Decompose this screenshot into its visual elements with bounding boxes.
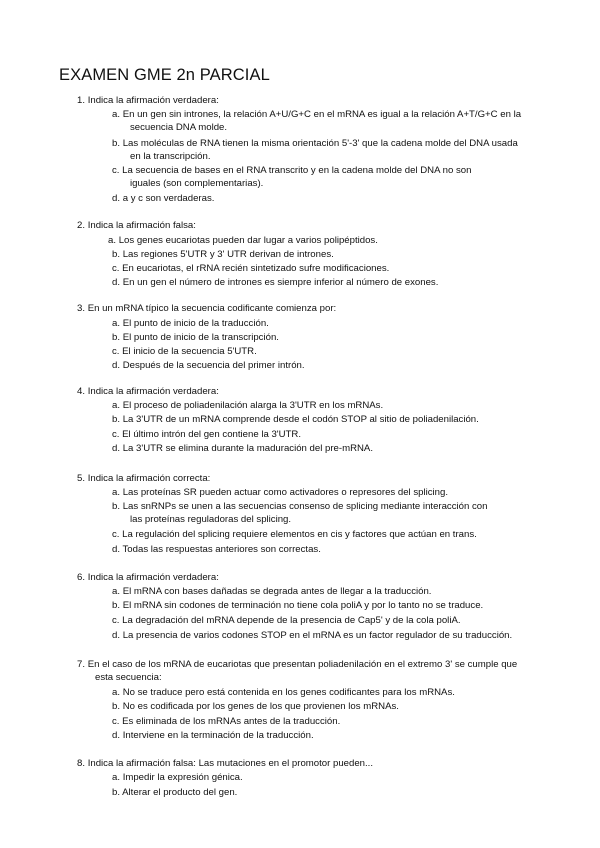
option-b (112, 413, 479, 426)
option-a (112, 686, 455, 699)
option-text: La secuencia de bases en el RNA transcrito y en la cadena molde del DNA no son (122, 165, 472, 176)
option-b (112, 599, 483, 612)
option-text: En un gen el número de intrones es siempre inferior al número de exones. (122, 277, 439, 288)
option-letter: c. (112, 429, 120, 440)
option-letter: c. (112, 346, 120, 357)
option-text-continued: secuencia DNA molde. (130, 122, 228, 133)
option-text: Después de la secuencia del primer intrón. (122, 360, 305, 371)
option-letter: d. (112, 544, 121, 555)
question-text: Indica la afirmación correcta: (87, 473, 211, 484)
option-a (112, 399, 383, 412)
option-c (112, 345, 257, 358)
question-text: Indica la afirmación verdadera: (87, 95, 219, 106)
question-number: 5. (77, 473, 86, 484)
option-b (112, 700, 399, 713)
option-letter: b. (112, 138, 121, 149)
option-letter: b. (112, 701, 121, 712)
option-letter: c. (112, 716, 120, 727)
question-text: En el caso de los mRNA de eucariotas que presentan poliadenilación en el extremo 3' se cumple que (87, 659, 518, 670)
option-text: No es codificada por los genes de los que provienen los mRNAs. (122, 701, 399, 712)
option-letter: d. (112, 443, 121, 454)
option-letter: b. (112, 414, 121, 425)
question-number: 8. (77, 758, 86, 769)
option-text-continued: en la transcripción. (130, 151, 211, 162)
option-letter: b. (112, 332, 121, 343)
option-b (112, 248, 334, 261)
option-d (112, 629, 512, 642)
option-c (112, 164, 471, 190)
option-letter: a. (112, 487, 121, 498)
option-text: La presencia de varios codones STOP en el mRNA es un factor regulador de su traducción. (122, 630, 513, 641)
option-a (108, 234, 378, 247)
option-text: Todas las respuestas anteriores son correctas. (122, 544, 321, 555)
option-letter: c. (112, 165, 120, 176)
option-d (112, 543, 321, 556)
option-letter: a. (108, 235, 117, 246)
option-a (112, 771, 243, 784)
option-text: La 3'UTR de un mRNA comprende desde el codón STOP al sitio de poliadenilación. (122, 414, 479, 425)
option-text: Las regiones 5'UTR y 3' UTR derivan de intrones. (122, 249, 334, 260)
option-b (112, 137, 518, 163)
option-text: Las proteínas SR pueden actuar como activadores o represores del splicing. (122, 487, 448, 498)
option-letter: d. (112, 730, 121, 741)
option-letter: c. (112, 263, 120, 274)
question-text: En un mRNA típico la secuencia codificante comienza por: (87, 303, 337, 314)
option-a (112, 486, 448, 499)
option-letter: c. (112, 529, 120, 540)
option-text: La degradación del mRNA depende de la presencia de Cap5' y de la cola poliA. (122, 615, 461, 626)
option-letter: a. (112, 318, 121, 329)
option-c (112, 262, 389, 275)
question-stem (77, 302, 336, 315)
option-letter: b. (112, 501, 121, 512)
option-c (112, 528, 477, 541)
option-text: Las snRNPs se unen a las secuencias consenso de splicing mediante interacción con (122, 501, 488, 512)
question-text: Indica la afirmación falsa: (87, 220, 196, 231)
option-b (112, 786, 237, 799)
question-stem (77, 757, 373, 770)
question-text-continued: esta secuencia: (95, 672, 162, 683)
option-text: Impedir la expresión génica. (122, 772, 243, 783)
question-stem (77, 472, 210, 485)
question-number: 7. (77, 659, 86, 670)
option-letter: a. (112, 109, 121, 120)
option-text: No se traduce pero está contenida en los genes codificantes para los mRNAs. (122, 687, 455, 698)
option-text-continued: las proteínas reguladoras del splicing. (130, 514, 292, 525)
option-d (112, 359, 305, 372)
option-text: El punto de inicio de la traducción. (122, 318, 269, 329)
option-text: En un gen sin intrones, la relación A+U/G+C en el mRNA es igual a la relación A+T/G+C en la (122, 109, 522, 120)
option-letter: b. (112, 787, 121, 798)
question-text: Indica la afirmación verdadera: (87, 386, 219, 397)
question-stem (77, 94, 219, 107)
question-stem (77, 219, 196, 232)
option-c (112, 715, 340, 728)
option-d (112, 276, 438, 289)
option-d (112, 729, 314, 742)
option-text-continued: iguales (son complementarias). (130, 178, 264, 189)
option-letter: c. (112, 615, 120, 626)
question-stem (77, 658, 517, 684)
option-b (112, 331, 279, 344)
option-text: El punto de inicio de la transcripción. (122, 332, 279, 343)
option-letter: a. (112, 400, 121, 411)
option-text: La 3'UTR se elimina durante la maduración del pre-mRNA. (122, 443, 374, 454)
option-letter: a. (112, 772, 121, 783)
option-a (112, 108, 521, 134)
option-text: Los genes eucariotas pueden dar lugar a varios polipéptidos. (118, 235, 378, 246)
question-text: Indica la afirmación falsa: Las mutaciones en el promotor pueden... (87, 758, 373, 769)
option-text: Las moléculas de RNA tienen la misma orientación 5'-3' que la cadena molde del DNA usada (122, 138, 518, 149)
option-text: En eucariotas, el rRNA recién sintetizado sufre modificaciones. (122, 263, 390, 274)
option-d (112, 442, 373, 455)
question-stem (77, 385, 219, 398)
option-text: Es eliminada de los mRNAs antes de la traducción. (122, 716, 341, 727)
option-d (112, 192, 214, 205)
option-text: a y c son verdaderas. (122, 193, 215, 204)
option-text: Alterar el producto del gen. (122, 787, 238, 798)
question-number: 2. (77, 220, 86, 231)
option-text: La regulación del splicing requiere elementos en cis y factores que actúan en trans. (122, 529, 477, 540)
option-c (112, 614, 461, 627)
option-letter: d. (112, 360, 121, 371)
option-c (112, 428, 301, 441)
option-a (112, 585, 431, 598)
option-letter: d. (112, 193, 121, 204)
option-letter: a. (112, 586, 121, 597)
option-text: El proceso de poliadenilación alarga la 3'UTR en los mRNAs. (122, 400, 384, 411)
question-text: Indica la afirmación verdadera: (87, 572, 219, 583)
option-letter: d. (112, 630, 121, 641)
option-letter: b. (112, 249, 121, 260)
option-letter: b. (112, 600, 121, 611)
page-title: EXAMEN GME 2n PARCIAL (59, 66, 270, 84)
option-text: El último intrón del gen contiene la 3'UTR. (122, 429, 302, 440)
question-stem (77, 571, 219, 584)
option-text: El mRNA sin codones de terminación no tiene cola poliA y por lo tanto no se traduce. (122, 600, 484, 611)
option-a (112, 317, 269, 330)
question-number: 6. (77, 572, 86, 583)
question-number: 1. (77, 95, 86, 106)
question-number: 3. (77, 303, 86, 314)
option-b (112, 500, 487, 526)
question-number: 4. (77, 386, 86, 397)
option-text: El inicio de la secuencia 5'UTR. (122, 346, 257, 357)
option-letter: a. (112, 687, 121, 698)
option-text: Interviene en la terminación de la traducción. (122, 730, 314, 741)
option-text: El mRNA con bases dañadas se degrada antes de llegar a la traducción. (122, 586, 432, 597)
option-letter: d. (112, 277, 121, 288)
